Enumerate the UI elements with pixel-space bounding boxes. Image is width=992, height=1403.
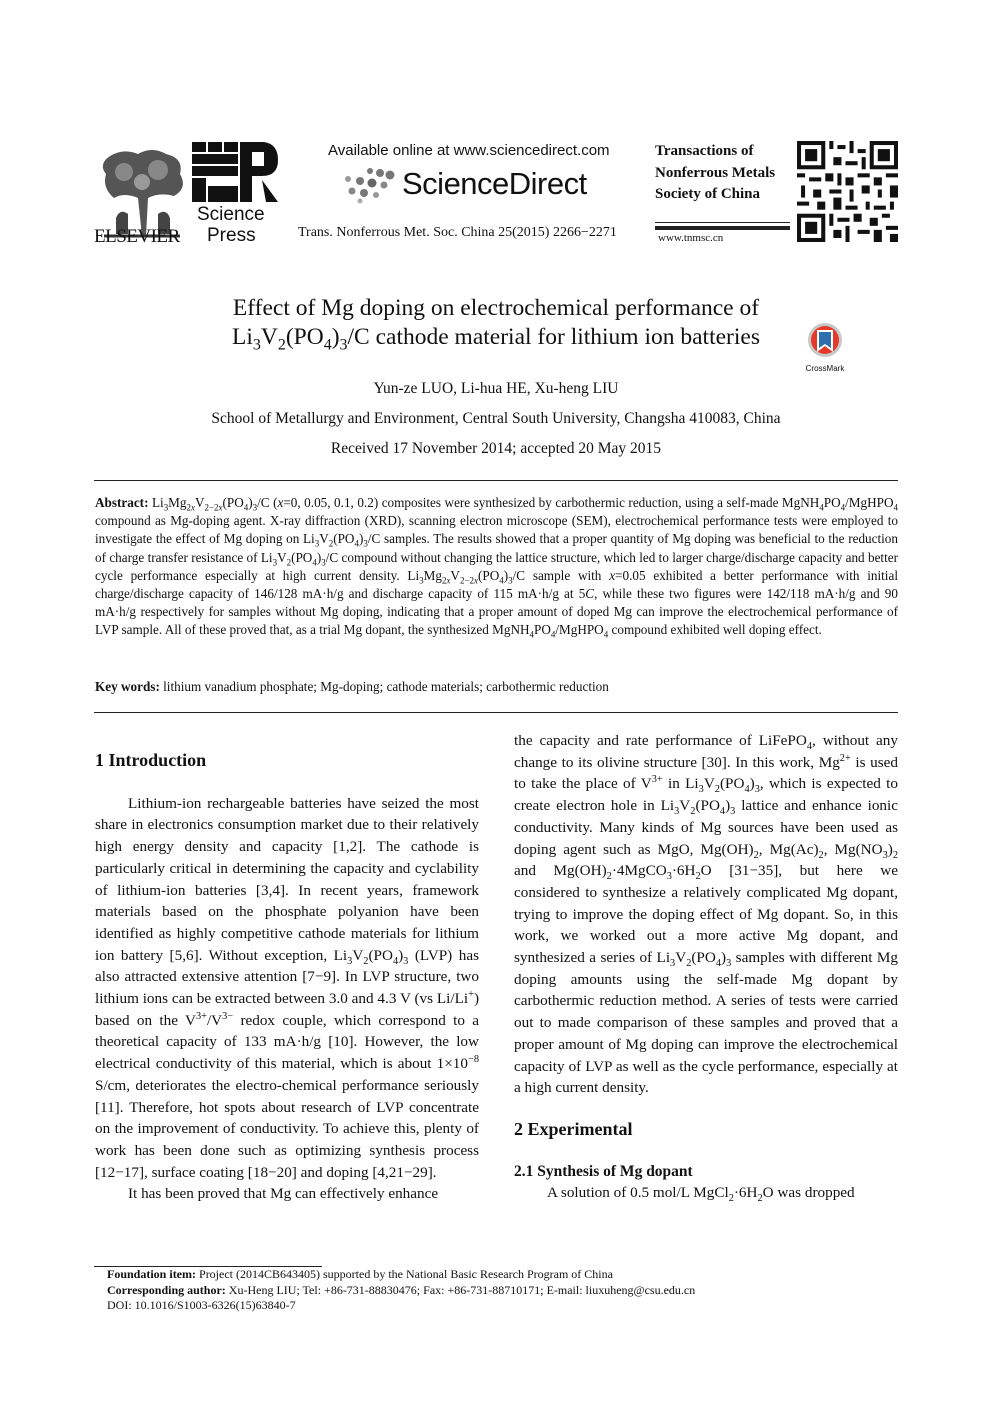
sciencedirect-wordmark: ScienceDirect <box>402 166 587 201</box>
journal-divider-thick <box>655 226 790 230</box>
article-authors: Yun-ze LUO, Li-hua HE, Xu-heng LIU <box>373 380 619 397</box>
crossmark-badge[interactable] <box>803 322 847 372</box>
abstract-top-rule <box>94 480 898 481</box>
section-heading-introduction: 1 Introduction <box>95 750 207 770</box>
journal-name-line2: Nonferrous Metals <box>655 164 776 181</box>
section-heading-experimental: 2 Experimental <box>514 1118 633 1139</box>
crossmark-label: CrossMark <box>805 364 845 373</box>
intro-paragraph-1: Lithium-ion rechargeable batteries have seized the most share in electronics consumption market due to their relatively high energy density and capacity [1,2]. The cathode is particularly critical in determining the capacity and cyclability of lithium-ion batteries [3,4]. In recent years, framework materials based on the phosphate polyanion have been identified as highly competitive cathode materials for lithium ion battery [5,6]. Without exception, $Li_3V_2(PO_4)_3$ (LVP) has also attracted extensive attention [7−9]. In LVP structure, two lithium ions can be extracted between 3.0 and 4.3 V (vs Li/Li+) based on the $V^{3+}/V^{3-}$ redox couple, which correspond to a theoretical capacity of 133 mA·h/g [10]. However, the low electrical conductivity of this material, which is about $1\times 10^{-8}$ S/cm, deteriorates the electro-chemical performance seriously [11]. Therefore, hot spots about research of LVP concentrate on the improvement of conductivity. To achieve this, plenty of work has been done such as optimizing synthesis process [12−17], surface coating [18−20] and doping [4,21−29]. <box>95 794 480 1181</box>
foundation-label: Foundation item: <box>107 1267 197 1281</box>
body-column-left <box>95 730 479 1205</box>
footnote-corresponding <box>107 1283 897 1299</box>
body-column-right <box>514 730 898 1204</box>
keywords-line <box>95 678 898 696</box>
intro-paragraph-2-start: It has been proved that Mg can effectively enhance <box>128 1185 439 1203</box>
journal-url-link[interactable]: www.tnmsc.cn <box>658 232 724 244</box>
journal-divider-thin <box>655 222 790 223</box>
abstract-bottom-rule <box>94 712 898 713</box>
footnote-block <box>107 1267 897 1314</box>
corresponding-label: Corresponding author: <box>107 1282 226 1297</box>
keywords-text: lithium vanadium phosphate; Mg-doping; cathode materials; carbothermic reduction <box>163 679 609 694</box>
subsection-heading-synthesis: 2.1 Synthesis of Mg dopant <box>514 1162 693 1180</box>
qr-code-icon[interactable] <box>797 141 898 242</box>
science-press-wordmark-line2: Press <box>207 225 256 246</box>
article-affiliation: School of Metallurgy and Environment, Central South University, Changsha 410083, China <box>211 410 781 427</box>
footnote-doi[interactable]: DOI: 10.1016/S1003-6326(15)63840-7 <box>107 1298 296 1312</box>
article-title-line2-tail: /C cathode material for lithium ion batteries <box>347 324 760 350</box>
journal-name-line1: Transactions of <box>655 143 754 159</box>
intro-paragraph-2-continued: the capacity and rate performance of LiFePO$_4$, without any change to its olivine structure [30]. In this work, $Mg^{2+}$ is used to take the place of $V^{3+}$ in $Li_3V_2(PO_4)_3$, which is expected to create electron hole in $Li_3V_2(PO_4)_3$ lattice and enhance ionic conductivity. Many kinds of Mg sources have been used as doping agent such as MgO, $Mg(OH)_2$, $Mg(Ac)_2$, $Mg(NO_3)_2$ and $Mg(OH)_2\cdot 4MgCO_3\cdot 6H_2O$ [31−35], but here we considered to synthesize a relatively complicated Mg dopant, trying to improve the doping effect of Mg dopant. So, in this work, we worked out a more active Mg dopant, and synthesized a series of $Li_3V_2(PO_4)_3$ samples with different Mg doping amounts using the self-made Mg dopant by carbothermic reduction method. A series of tests were carried out to made comparison of these samples and proved that a proper amount of Mg doping can improve the electrochemical capacity of LVP as well as the cycle performance, especially at a high current density. <box>514 732 899 1097</box>
article-title-line1: Effect of Mg doping on electrochemical performance of <box>232 295 760 321</box>
science-press-wordmark-line1: Science <box>197 204 265 225</box>
journal-name-line3: Society of China <box>655 186 760 202</box>
elsevier-wordmark: ELSEVIER <box>94 226 180 247</box>
synthesis-paragraph-start: A solution of 0.5 mol/L $MgCl_2\cdot 6H_2O$ was dropped <box>547 1184 855 1205</box>
article-title-line2: $Li_3V_2(PO_4)_3/C$ cathode material for lithium ion batteries <box>232 324 760 354</box>
article-dates: Received 17 November 2014; accepted 20 May 2015 <box>330 440 662 457</box>
available-online-link[interactable]: Available online at www.sciencedirect.com <box>328 142 610 159</box>
keywords-label: Key words: <box>95 679 160 694</box>
article-title <box>100 294 892 352</box>
foundation-text: Project (2014CB643405) supported by the National Basic Research Program of China <box>199 1267 613 1281</box>
crossmark-icon <box>803 322 847 360</box>
journal-citation: Trans. Nonferrous Met. Soc. China 25(2015) 2266−2271 <box>298 225 617 240</box>
sciencedirect-dots-icon <box>340 165 400 205</box>
science-press-logo <box>192 140 278 206</box>
footnote-foundation <box>107 1267 897 1283</box>
journal-name-block <box>655 141 790 231</box>
abstract-paragraph: Abstract: $Li_3Mg_{2x}V_{2-2x}(PO_4)_3/C$ (x=0, 0.05, 0.1, 0.2) composites were synthesized by carbothermic reduction, using a self-made $MgNH_4PO_4/MgHPO_4$ compound as Mg-doping agent. X-ray diffraction (XRD), scanning electron microscope (SEM), electrochemical performance tests were employed to investigate the effect of Mg doping on $Li_3V_2(PO_4)_3/C$ samples. The results showed that a proper quantity of Mg doping was beneficial to the reduction of charge transfer resistance of $Li_3V_2(PO_4)_3/C$ compound without changing the lattice structure, which led to larger charge/discharge capacity and better cycle performance especially at high current density. $Li_3Mg_{2x}V_{2-2x}(PO_4)_3/C$ sample with x=0.05 exhibited a better performance with initial charge/discharge capacity of 146/128 mA·h/g and discharge capacity of 115 mA·h/g at 5C, while these two figures were 142/118 mA·h/g and 90 mA·h/g respectively for samples without Mg doping, indicating that a proper amount of doped Mg can improve the electrochemical performance of LVP sample. All of these proved that, as a trial Mg dopant, the synthesized $MgNH_4PO_4/MgHPO_4$ compound exhibited well doping effect. <box>95 495 898 641</box>
corresponding-text[interactable]: Xu-Heng LIU; Tel: +86-731-88830476; Fax: +86-731-88710171; E-mail: liuxuheng@csu.edu.cn <box>228 1282 696 1297</box>
abstract-label: Abstract: <box>95 495 149 510</box>
